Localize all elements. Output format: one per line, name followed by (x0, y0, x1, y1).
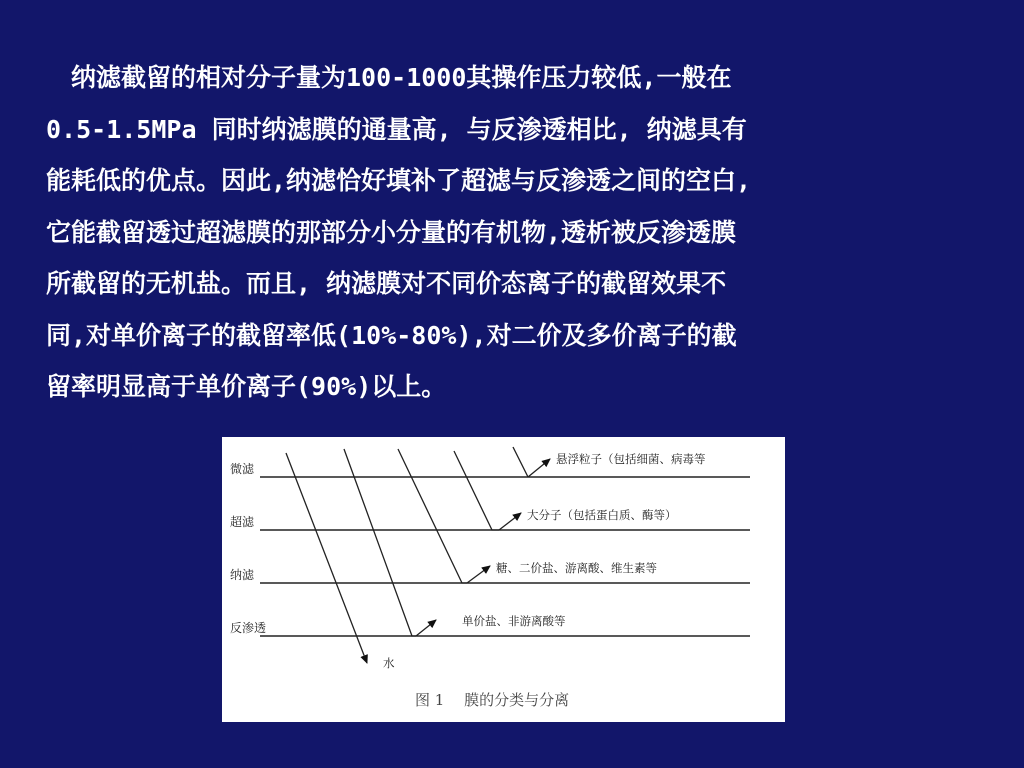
paragraph-line: 0.5-1.5MPa 同时纳滤膜的通量高, 与反渗透相比, 纳滤具有 (46, 114, 747, 144)
retain-arrow-icon (499, 513, 521, 530)
figure-caption: 图 1 膜的分类与分离 (415, 691, 570, 709)
feed-line-sugar (398, 449, 467, 583)
membrane-label-ro: 反渗透 (230, 621, 267, 635)
retained-label: 悬浮粒子（包括细菌、病毒等 (556, 452, 706, 466)
membrane-label-nf: 纳滤 (230, 568, 255, 582)
feed-line-suspended (513, 447, 528, 477)
paragraph-line: 所截留的无机盐。而且, 纳滤膜对不同价态离子的截留效果不 (46, 269, 727, 298)
water-label: 水 (383, 656, 395, 670)
retained-label: 大分子（包括蛋白质、酶等） (527, 508, 677, 522)
retained-label: 单价盐、非游离酸等 (462, 614, 566, 628)
body-paragraph (46, 52, 996, 413)
membrane-classification-figure (222, 437, 785, 722)
paragraph-line: 能耗低的优点。因此,纳滤恰好填补了超滤与反渗透之间的空白, (46, 166, 752, 195)
paragraph-line: 同,对单价离子的截留率低(10%-80%),对二价及多价离子的截 (46, 320, 737, 350)
paragraph-line: 它能截留透过超滤膜的那部分小分量的有机物,透析被反渗透膜 (46, 217, 737, 247)
retain-arrow-icon (416, 620, 436, 636)
retain-arrow-icon (467, 566, 490, 583)
paragraph-line: 纳滤截留的相对分子量为100-1000其操作压力较低,一般在 (46, 63, 732, 92)
paragraph-line: 留率明显高于单价离子(90%)以上。 (46, 372, 447, 401)
retain-arrow-icon (528, 459, 550, 477)
retained-label: 糖、二价盐、游离酸、维生素等 (496, 561, 657, 575)
feed-line-water (286, 453, 367, 663)
membrane-label-uf: 超滤 (230, 515, 255, 529)
feed-line-macromolecule (454, 451, 499, 530)
membrane-label-mf: 微滤 (230, 462, 255, 476)
